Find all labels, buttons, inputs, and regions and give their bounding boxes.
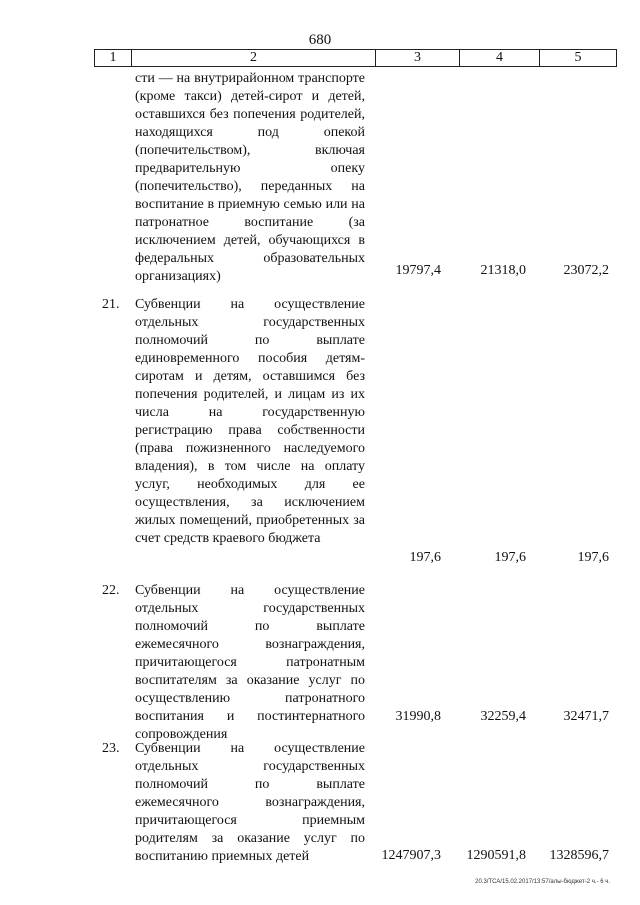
row-23-value-col3: 1247907,3 [381, 848, 441, 863]
continuation-text: сти — на внутрирайонном транспорте (кроме такси) детей-сирот и детей, оставшихся без попечения родителей, находящихся под опекой (попечительством), включая предварительную опеку (попечительство), переданных на воспитание в приемную семью или на патронатное воспитание (за исключением детей, обучающихся в федеральных образовательных организациях) [135, 71, 365, 284]
column-header-4: 4 [459, 50, 539, 66]
row-21-value-col4: 197,6 [494, 550, 526, 565]
row-21-value-col5: 197,6 [577, 550, 609, 565]
column-header-row [94, 49, 617, 67]
row-22-text: Субвенции на осуществление отдельных государственных полномочий по выплате ежемесячного вознаграждения, причитающегося патронатным воспитателям за оказание услуг по осуществлению патронатного воспитания и постинтернатного сопровождения [135, 583, 365, 742]
row-23-value-col4: 1290591,8 [466, 848, 526, 863]
page-number: 680 [308, 32, 332, 48]
row-22-value-col5: 32471,7 [563, 709, 609, 724]
row-21-text: Субвенции на осуществление отдельных государственных полномочий по выплате единовременного пособия детям-сиротам и детям, оставшимся без попечения родителей, и лицам из их числа на государственную регистрацию права собственности (права пожизненного наследуемого владения), в том числе на оплату услуг, необходимых для ее осуществления, за исключением жилых помещений, приобретенных за счет средств краевого бюджета [135, 297, 365, 546]
row-23-value-col5: 1328596,7 [549, 848, 609, 863]
continuation-value-col3: 19797,4 [395, 263, 441, 278]
continuation-value-col4: 21318,0 [480, 263, 526, 278]
row-22-value-col4: 32259,4 [480, 709, 526, 724]
row-23-text: Субвенции на осуществление отдельных государственных полномочий по выплате ежемесячного вознаграждения, причитающегося приемным родителям за оказание услуг по воспитанию приемных детей [135, 741, 365, 864]
row-21-value-col3: 197,6 [409, 550, 441, 565]
column-header-5: 5 [539, 50, 616, 66]
column-header-2: 2 [131, 50, 375, 66]
column-header-1: 1 [109, 50, 117, 65]
row-21-number: 21. [102, 297, 120, 312]
column-header-3: 3 [375, 50, 459, 66]
continuation-value-col5: 23072,2 [563, 263, 609, 278]
row-23-number: 23. [102, 741, 120, 756]
footer-file-stamp: 20.3/ТСА/15.02.2017/13:57/алы-бюджет-2 ч.- 6 ч. [475, 879, 610, 885]
row-22-number: 22. [102, 583, 120, 598]
row-22-value-col3: 31990,8 [395, 709, 441, 724]
